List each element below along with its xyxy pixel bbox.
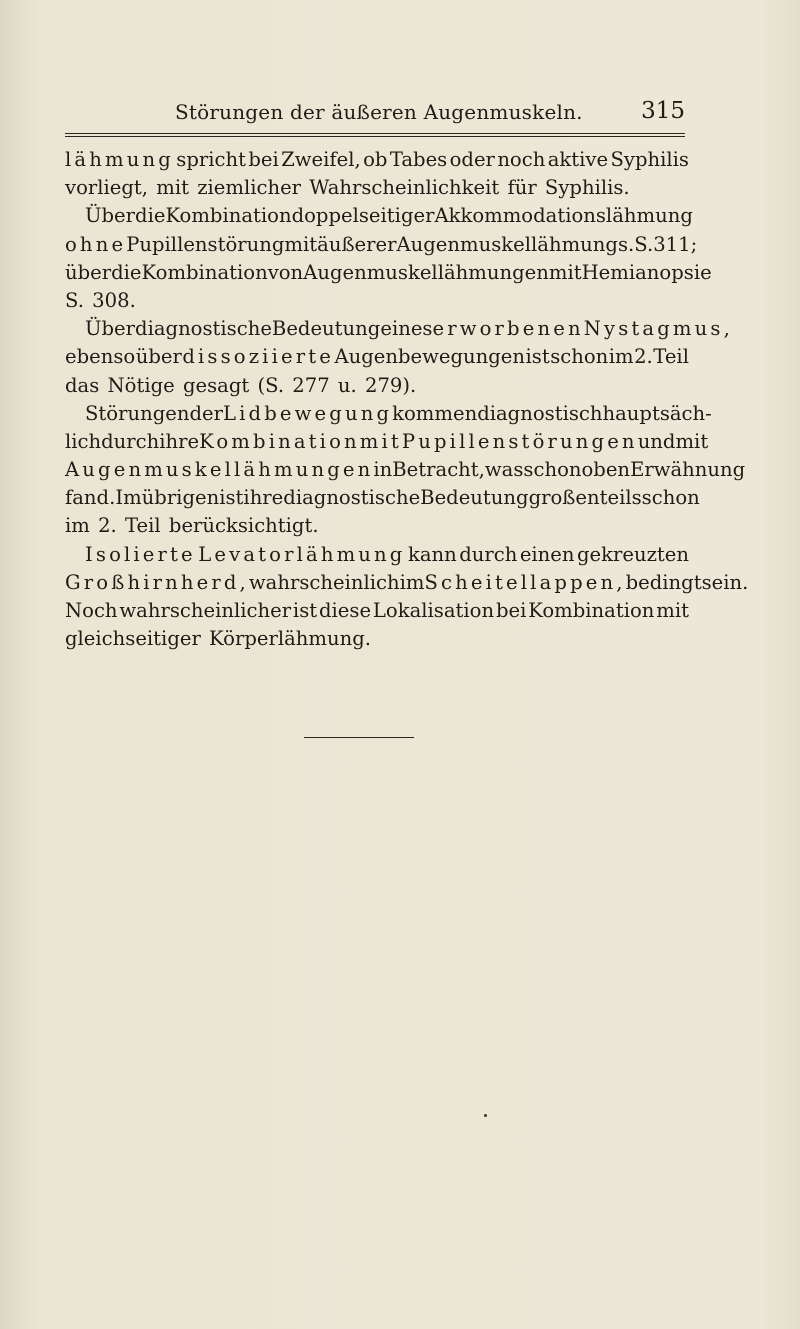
text-line	[65, 569, 749, 597]
text-line	[65, 456, 746, 484]
word: über	[135, 345, 182, 369]
word: s.	[617, 232, 635, 256]
text-line	[65, 597, 689, 625]
word: vorliegt,	[65, 176, 149, 200]
word: der	[189, 401, 223, 425]
word: Isolierte	[85, 542, 196, 566]
word: Augenbewegungen	[334, 345, 526, 369]
text-line	[65, 400, 712, 428]
word: Kombination	[528, 599, 655, 622]
running-title: Störungen der äußeren Augenmuskeln.	[175, 100, 583, 124]
word: Augenmuskellähmungen	[65, 458, 374, 482]
text-line	[65, 315, 733, 343]
word: Körperlähmung.	[209, 627, 371, 651]
word: Teil	[653, 345, 689, 369]
word: äußerer	[317, 232, 397, 256]
word: Kombination	[199, 429, 360, 453]
word: S.	[634, 232, 654, 256]
word: Im	[115, 486, 142, 510]
word: S.	[65, 288, 84, 312]
text-line	[65, 512, 689, 540]
section-end-rule	[304, 737, 414, 738]
word: Zweifel,	[281, 148, 361, 171]
word: lähmung	[65, 148, 174, 171]
page-header	[65, 100, 685, 134]
word: u.	[337, 373, 357, 397]
word: Tabes	[389, 148, 448, 171]
word: (S.	[257, 373, 285, 397]
word: oben	[581, 458, 631, 482]
word: sein.	[701, 570, 749, 594]
word: mit	[548, 260, 582, 284]
word: spricht	[176, 148, 246, 171]
word: für	[507, 176, 537, 200]
word: ob	[363, 148, 388, 171]
page-number: 315	[641, 98, 685, 124]
word: mit	[359, 429, 402, 453]
word: Erwähnung	[630, 458, 746, 482]
text-line	[65, 484, 700, 512]
word: und	[637, 429, 676, 453]
word: ihre	[159, 429, 200, 453]
word: Teil	[125, 514, 161, 538]
word: Augenmuskellähmung	[396, 232, 618, 256]
word: erworbenen	[432, 317, 584, 341]
word: mit	[284, 232, 318, 256]
word: Noch	[65, 599, 118, 622]
word: diese	[318, 599, 372, 622]
word: hauptsäch-	[602, 401, 712, 425]
word: Bedeutung	[420, 486, 529, 510]
word: ebenso	[65, 345, 136, 369]
word: Scheitellappen,	[424, 570, 626, 594]
word: dissoziierte	[182, 345, 334, 369]
word: Kombination	[141, 260, 268, 284]
word: Levatorlähmung	[198, 542, 406, 566]
text-line	[65, 231, 698, 259]
word: ist	[525, 345, 550, 369]
word: diagnostische	[283, 486, 421, 510]
word: gekreuzten	[576, 542, 689, 566]
word: wahrscheinlicher	[119, 599, 292, 622]
word: Großhirnherd,	[65, 570, 249, 594]
word: oder	[449, 148, 495, 171]
word: Lidbewegung	[222, 401, 393, 425]
word: 311;	[653, 232, 698, 256]
word: übrigen	[141, 486, 220, 510]
word: ist	[219, 486, 244, 510]
paper-speck	[484, 1114, 487, 1117]
text-line	[65, 202, 693, 230]
word: großenteils	[528, 486, 642, 510]
word: noch	[497, 148, 546, 171]
text-line	[65, 541, 689, 569]
word: über	[65, 260, 112, 284]
word: gesagt	[182, 373, 250, 397]
word: 308.	[92, 288, 136, 312]
word: eines	[380, 317, 433, 341]
word: die	[111, 260, 142, 284]
word: fand.	[65, 486, 116, 510]
word: Akkommodationslähmung	[434, 204, 693, 228]
text-line	[65, 372, 689, 400]
word: Kombination	[165, 204, 292, 228]
word: 277	[292, 373, 330, 397]
word: berücksichtigt.	[168, 514, 319, 538]
word: ohne	[65, 232, 127, 256]
word: bedingt	[625, 570, 702, 594]
word: durch	[459, 542, 518, 566]
word: in	[373, 458, 393, 482]
word: mit	[675, 429, 709, 453]
text-line	[65, 259, 712, 287]
text-line	[65, 343, 689, 371]
word: Nötige	[107, 373, 175, 397]
word: ihre	[243, 486, 284, 510]
word: im	[608, 345, 634, 369]
word: schon	[641, 486, 700, 510]
word: ist	[292, 599, 318, 622]
word: von	[267, 260, 304, 284]
word: mit	[156, 176, 189, 200]
word: durch	[101, 429, 160, 453]
word: wahrscheinlich	[248, 570, 400, 594]
word: das	[65, 373, 100, 397]
word: Über	[85, 317, 136, 341]
word: 2.	[98, 514, 117, 538]
word: Störungen	[85, 401, 190, 425]
word: diagnostisch	[477, 401, 603, 425]
word: Über	[85, 204, 136, 228]
body-text	[65, 146, 749, 653]
word: Nystagmus,	[583, 317, 733, 341]
word: kommen	[392, 401, 478, 425]
text-line	[65, 625, 689, 653]
word: Lokalisation	[372, 599, 495, 622]
header-rule	[65, 133, 685, 137]
word: Pupillenstörungen	[401, 429, 638, 453]
word: lich	[65, 429, 102, 453]
text-line	[65, 287, 689, 315]
word: Syphilis.	[544, 176, 630, 200]
text-line	[65, 174, 689, 202]
word: Betracht,	[392, 458, 485, 482]
word: Augenmuskellähmungen	[303, 260, 549, 284]
word: Hemianopsie	[581, 260, 712, 284]
word: im	[399, 570, 425, 594]
word: Bedeutung	[271, 317, 381, 341]
word: diagnostische	[135, 317, 272, 341]
word: im	[65, 514, 90, 538]
word: Wahrscheinlichkeit	[309, 176, 500, 200]
word: bei	[495, 599, 527, 622]
word: was	[484, 458, 524, 482]
word: ziemlicher	[197, 176, 302, 200]
word: bei	[248, 148, 279, 171]
word: Syphilis	[610, 148, 689, 171]
word: aktive	[547, 148, 609, 171]
text-line	[65, 428, 709, 456]
word: gleichseitiger	[65, 627, 201, 651]
word: doppelseitiger	[291, 204, 435, 228]
word: mit	[656, 599, 689, 622]
text-line	[65, 146, 689, 174]
word: einen	[519, 542, 575, 566]
word: kann	[407, 542, 457, 566]
word: 279).	[365, 373, 417, 397]
word: schon	[550, 345, 609, 369]
word: 2.	[634, 345, 653, 369]
word: die	[135, 204, 166, 228]
word: schon	[523, 458, 582, 482]
word: Pupillenstörung	[126, 232, 285, 256]
